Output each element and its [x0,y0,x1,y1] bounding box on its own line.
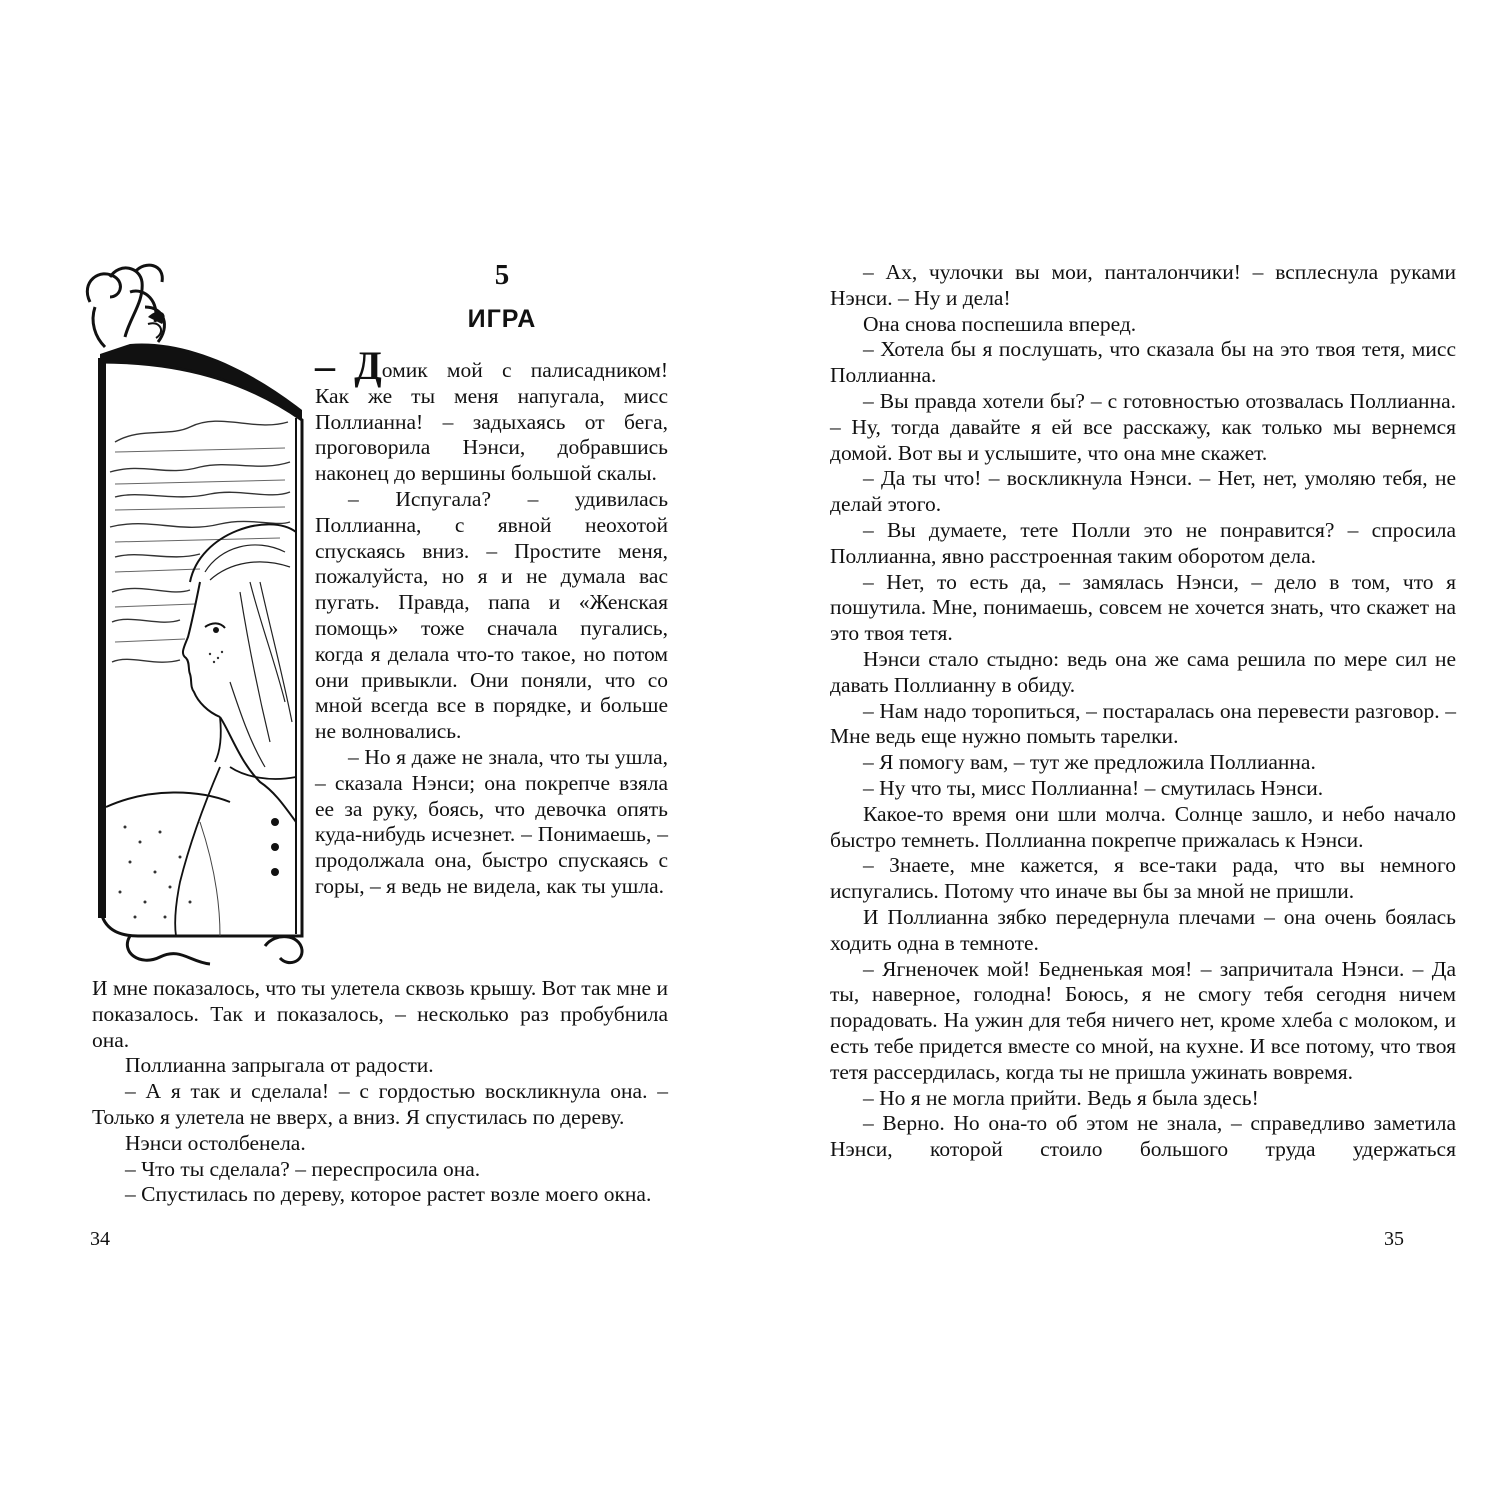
paragraph: – Хотела бы я послушать, что сказала бы на это твоя тетя, мисс Поллианна. [830,337,1456,388]
paragraph: И мне показалось, что ты улетела сквозь крышу. Вот так мне и показалось. Так и показалось, – несколько раз пробубнила она. [92,976,668,1052]
floral-ornament [87,265,164,347]
paragraph: – Верно. Но она-то об этом не знала, – справедливо заметила Нэнси, которой стоило большого труда удержаться [830,1111,1456,1162]
opening-line [315,343,668,388]
paragraph: – Спустилась по дереву, которое растет возле моего окна. [125,1182,652,1207]
opening-line-rest: омик мой с палисадником! [381,358,668,382]
paragraph: Как же ты меня напугала, мисс Поллианна! – задыхаясь от бега, проговорила Нэнси, добравшись наконец до вершины большой скалы. [315,383,668,486]
paragraph: – Испугала? – удивилась Поллианна, с явной неохотой спускаясь вниз. – Простите меня, пожалуйста, но я и не думала вас пугать. Правда, папа и «Женская помощь» тоже сначала пугались, когда я делала что-то такое, но потом они привыкли. Они поняли, что со мной всегда все в порядке, и больше не волновались. [315,486,668,744]
drop-cap-letter: Д [354,343,382,388]
right-column [830,260,1456,1163]
chapter-number: 5 [494,259,510,291]
paragraph: Поллианна запрыгала от радости. [125,1053,434,1078]
frame-left-bar [98,358,106,918]
left-main-column [315,343,668,900]
paragraph: – А я так и сделала! – с гордостью воскликнула она. – Только я улетела не вверх, а вниз. Я спустилась по дереву. [92,1079,668,1129]
paragraph: – Ну что ты, мисс Поллианна! – смутилась Нэнси. [863,775,1324,800]
paragraph: – Но я не могла прийти. Ведь я была здесь! [863,1085,1259,1110]
paragraph: Она снова поспешила вперед. [863,311,1137,336]
paragraph: – Знаете, мне кажется, я все-таки рада, что вы немного испугались. Потому что иначе вы бы за мной не пришли. [830,853,1456,904]
chapter-illustration-girl-portrait [70,262,310,972]
paragraph: – Но я даже не знала, что ты ушла, – сказала Нэнси; она покрепче взяла ее за руку, боясь, что девочка опять куда-нибудь исчезнет. – Понимаешь, – продолжала она, быстро спускаясь с горы, – я ведь не видела, как ты ушла. [315,744,668,898]
paragraph: – Что ты сделала? – переспросила она. [125,1156,481,1181]
paragraph: – Нам надо торопиться, – постаралась она перевести разговор. – Мне ведь еще нужно помыть тарелки. [830,698,1456,749]
page-number-left: 34 [90,1228,110,1250]
page-number-right: 35 [1384,1228,1404,1250]
chapter-title: ИГРА [467,305,537,333]
paragraph: – Да ты что! – воскликнула Нэнси. – Нет, нет, умоляю тебя, не делай этого. [830,466,1456,517]
paragraph: Нэнси остолбенела. [125,1130,306,1155]
bottom-flourish [127,936,210,964]
paragraph: – Я помогу вам, – тут же предложила Поллианна. [863,750,1316,775]
paragraph: – Ягненочек мой! Бедненькая моя! – запричитала Нэнси. – Да ты, наверное, голодна! Боюсь, я не смогу тебя сегодня ничем порадовать. На ужин для тебя ничего нет, кроме хлеба с молоком, и есть тебе придется вместе со мной, на кухне. И все потому, что твоя тетя рассердилась, когда ты не пришла ужинать вовремя. [830,956,1456,1084]
paragraph: Нэнси стало стыдно: ведь она же сама решила по мере сил не давать Поллианну в обиду. [830,646,1456,697]
paragraph: Какое-то время они шли молча. Солнце зашло, и небо начало быстро темнеть. Поллианна покрепче прижалась к Нэнси. [830,801,1456,852]
paragraph: – Вы думаете, тете Полли это не понравится? – спросила Поллианна, явно расстроенная таким оборотом дела. [830,517,1456,568]
right-page [750,0,1500,1500]
paragraph: И Поллианна зябко передернула плечами – она очень боялась ходить одна в темноте. [830,904,1456,955]
opening-dash: – [315,343,335,388]
paragraph: – Вы правда хотели бы? – с готовностью отозвалась Поллианна. – Ну, тогда давайте я ей все расскажу, как только мы вернемся домой. Вот вы и услышите, что она мне скажет. [830,388,1456,465]
paragraph: – Нет, то есть да, – замялась Нэнси, – дело в том, что я пошутила. Мне, понимаешь, совсем не хочется знать, что скажет на это твоя тетя. [830,569,1456,646]
paragraph: – Ах, чулочки вы мои, панталончики! – всплеснула руками Нэнси. – Ну и дела! [830,260,1456,310]
left-lower-block [92,976,668,1208]
